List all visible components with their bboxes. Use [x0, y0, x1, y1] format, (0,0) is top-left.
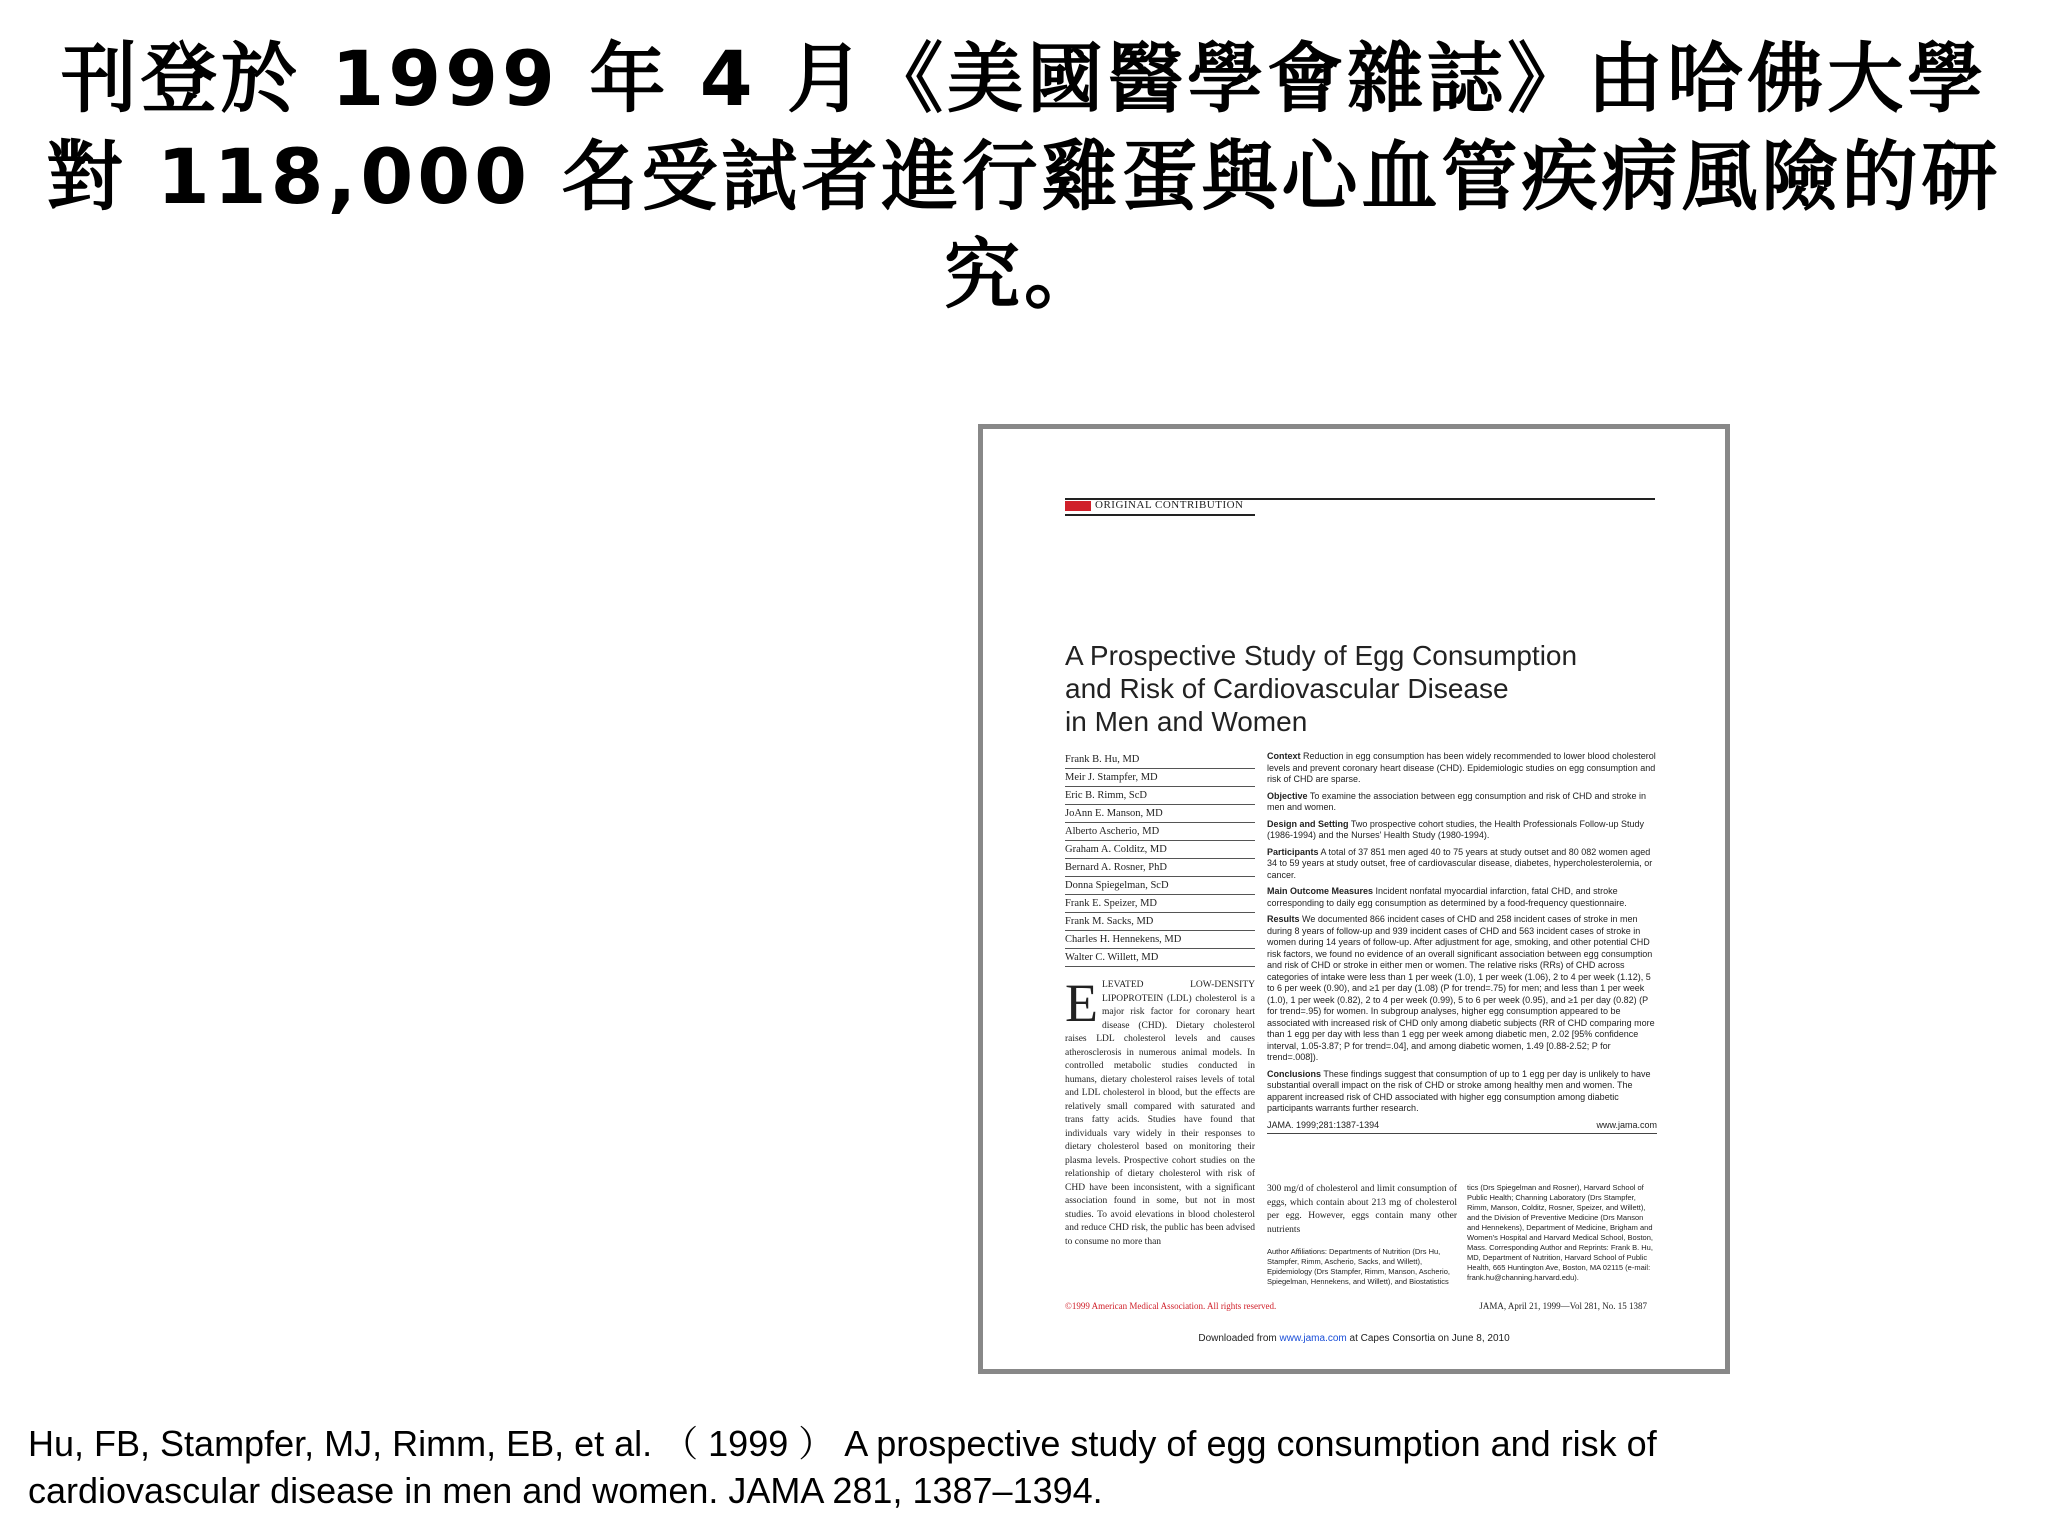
- journal-cite: JAMA. 1999;281:1387-1394: [1267, 1119, 1380, 1130]
- abstract-participants: [1267, 847, 1657, 882]
- heading-line-2: 對 118,000 名受試者進行雞蛋與心血管疾病風險的研: [46, 132, 2002, 221]
- reference-citation: [28, 1420, 2018, 1514]
- section-label-text: ORIGINAL CONTRIBUTION: [1095, 499, 1244, 511]
- author: Alberto Ascherio, MD: [1065, 823, 1255, 841]
- journal-website: www.jama.com: [1596, 1119, 1657, 1130]
- abstract-text: Reduction in egg consumption has been widely recommended to lower blood cholesterol levels and prevent coronary heart disease (CHD). Epidemiologic studies on egg consumption and risk of CHD are sparse.: [1267, 751, 1656, 784]
- download-notice: [983, 1333, 1725, 1344]
- author: Meir J. Stampfer, MD: [1065, 769, 1255, 787]
- author: Graham A. Colditz, MD: [1065, 841, 1255, 859]
- abstract-text: To examine the association between egg consumption and risk of CHD and stroke in men and women.: [1267, 790, 1647, 812]
- paper-title-line-3: in Men and Women: [1065, 706, 1308, 737]
- abstract-label: Conclusions: [1267, 1068, 1322, 1079]
- author: Walter C. Willett, MD: [1065, 949, 1255, 967]
- author: Frank M. Sacks, MD: [1065, 913, 1255, 931]
- abstract-context: [1267, 751, 1657, 786]
- abstract-label: Context: [1267, 751, 1301, 761]
- abstract: [1267, 751, 1657, 1134]
- download-link[interactable]: www.jama.com: [1279, 1333, 1347, 1344]
- author: Donna Spiegelman, ScD: [1065, 877, 1255, 895]
- citation-line-1: Hu, FB, Stampfer, MJ, Rimm, EB, et al. （ 1999 ） A prospective study of egg consumption and risk of: [28, 1423, 1657, 1464]
- abstract-objective: [1267, 791, 1657, 814]
- abstract-conclusions: [1267, 1069, 1657, 1115]
- abstract-results: [1267, 914, 1657, 1064]
- abstract-outcome: [1267, 886, 1657, 909]
- slide-heading: [30, 30, 2018, 324]
- paper-title: [1065, 639, 1655, 738]
- download-prefix: Downloaded from: [1198, 1333, 1280, 1344]
- abstract-text: We documented 866 incident cases of CHD and 258 incident cases of stroke in men during 8 years of follow-up and 939 incident cases of CHD and 563 incident cases of stroke in women during 14 years of follow-up. After adjustment for age, smoking, and other potential CHD risk factors, we found no evidence of an overall significant association between egg consumption and risk of CHD or stroke in either men or women. The relative risks (RRs) of CHD across categories of intake were less than 1 per week (1.0), 1 per week (1.06), 2 to 4 per week (1.12), 5 to 6 per week (0.90), and ≥1 per day (1.08) (P for trend=.75) for men; and less than 1 per week (1.0), 1 per week (0.82), 2 to 4 per week (0.99), 5 to 6 per week (0.95), and ≥1 per day (0.82) (P for trend=.95) for women. In subgroup analyses, higher egg consumption appeared to be associated with increased risk of CHD only among diabetic subjects (RR of CHD comparing more than 1 egg per day with less than 1 egg per week among diabetic men, 2.02 [95% confidence interval, 1.05-3.87; P for trend=.04], and among diabetic women, 1.49 [0.88-2.52; P for trend=.008]).: [1267, 914, 1655, 1062]
- abstract-text: Incident nonfatal myocardial infarction, fatal CHD, and stroke corresponding to daily egg consumption as determined by a food-frequency questionnaire.: [1267, 886, 1627, 908]
- abstract-design: [1267, 819, 1657, 842]
- abstract-text: A total of 37 851 men aged 40 to 75 years at study outset and 80 082 women aged 34 to 59 years at study outset, free of cardiovascular disease, diabetes, hypercholesterolemia, or cancer.: [1267, 846, 1653, 880]
- author: Eric B. Rimm, ScD: [1065, 787, 1255, 805]
- abstract-label: Results: [1267, 914, 1300, 924]
- heading-line-3: 究。: [944, 230, 1104, 319]
- author: Frank E. Speizer, MD: [1065, 895, 1255, 913]
- author: Frank B. Hu, MD: [1065, 751, 1255, 769]
- body-text: LEVATED LOW-DENSITY LIPOPROTEIN (LDL) cholesterol is a major risk factor for coronary heart disease (CHD). Dietary cholesterol raises LDL cholesterol levels and causes atherosclerosis in numerous animal models. In controlled metabolic studies conducted in humans, dietary cholesterol raises levels of total and LDL cholesterol in blood, but the effects are relatively small compared with saturated and trans fatty acids. Studies have found that individuals vary widely in their responses to dietary cholesterol based on monitoring their plasma levels. Prospective cohort studies on the relationship of dietary cholesterol with risk of CHD have been inconsistent, with a significant association found in some, but not in most studies. To avoid elevations in blood cholesterol and reduce CHD risk, the public has been advised to consume no more than: [1065, 980, 1255, 1247]
- abstract-label: Main Outcome Measures: [1267, 886, 1374, 896]
- body-column-3: tics (Drs Spiegelman and Rosner), Harvard School of Public Health; Channing Laboratory (Drs Stampfer, Rimm, Manson, Colditz, Rosner, Speizer, and Willett), and the Division of Preventive Medicine (Drs Manson and Hennekens), Department of Medicine, Brigham and Women's Hospital and Harvard Medical School, Boston, Mass. Corresponding Author and Reprints: Frank B. Hu, MD, Department of Nutrition, Harvard School of Public Health, 665 Huntington Ave, Boston, MA 02115 (e-mail: frank.hu@channing.harvard.edu).: [1467, 1183, 1653, 1282]
- abstract-label: Design and Setting: [1267, 818, 1349, 829]
- abstract-label: Objective: [1267, 790, 1308, 801]
- paper-page: [983, 429, 1725, 1369]
- author: Charles H. Hennekens, MD: [1065, 931, 1255, 949]
- abstract-label: Participants: [1267, 846, 1319, 857]
- heading-line-1: 刊登於 1999 年 4 月《美國醫學會雜誌》由哈佛大學: [60, 34, 1988, 123]
- paper-image: [978, 424, 1730, 1374]
- page-footer: JAMA, April 21, 1999—Vol 281, No. 15 1387: [1479, 1301, 1647, 1311]
- body-column-1: [1065, 973, 1255, 1249]
- section-label: [1065, 499, 1255, 516]
- section-color-block: [1065, 501, 1091, 511]
- body-column-2: 300 mg/d of cholesterol and limit consumption of eggs, which contain about 213 mg of cholesterol per egg. However, eggs contain many other nutrients: [1267, 1184, 1457, 1235]
- abstract-text: Two prospective cohort studies, the Health Professionals Follow-up Study (1986-1994) and the Nurses' Health Study (1980-1994).: [1267, 818, 1645, 840]
- citation-line-2: cardiovascular disease in men and women. JAMA 281, 1387–1394.: [28, 1470, 1103, 1511]
- paper-title-line-2: and Risk of Cardiovascular Disease: [1065, 673, 1509, 704]
- abstract-text: These findings suggest that consumption of up to 1 egg per day is unlikely to have substantial overall impact on the risk of CHD or stroke among healthy men and women. The apparent increased risk of CHD associated with higher egg consumption among diabetic participants warrants further research.: [1267, 1068, 1651, 1113]
- author-list: [1065, 751, 1255, 967]
- author: Bernard A. Rosner, PhD: [1065, 859, 1255, 877]
- drop-cap: E: [1065, 973, 1098, 1033]
- author-affiliations: Author Affiliations: Departments of Nutrition (Drs Hu, Stampfer, Rimm, Ascherio, Sacks, and Willett), Epidemiology (Drs Stampfer, Rimm, Manson, Ascherio, Spiegelman, Hennekens, and Willett), and Biostatistics: [1267, 1247, 1450, 1286]
- abstract-citation: [1267, 1120, 1657, 1135]
- paper-title-line-1: A Prospective Study of Egg Consumption: [1065, 640, 1578, 671]
- download-suffix: at Capes Consortia on June 8, 2010: [1346, 1333, 1510, 1344]
- author: JoAnn E. Manson, MD: [1065, 805, 1255, 823]
- copyright-notice: ©1999 American Medical Association. All rights reserved.: [1065, 1301, 1277, 1311]
